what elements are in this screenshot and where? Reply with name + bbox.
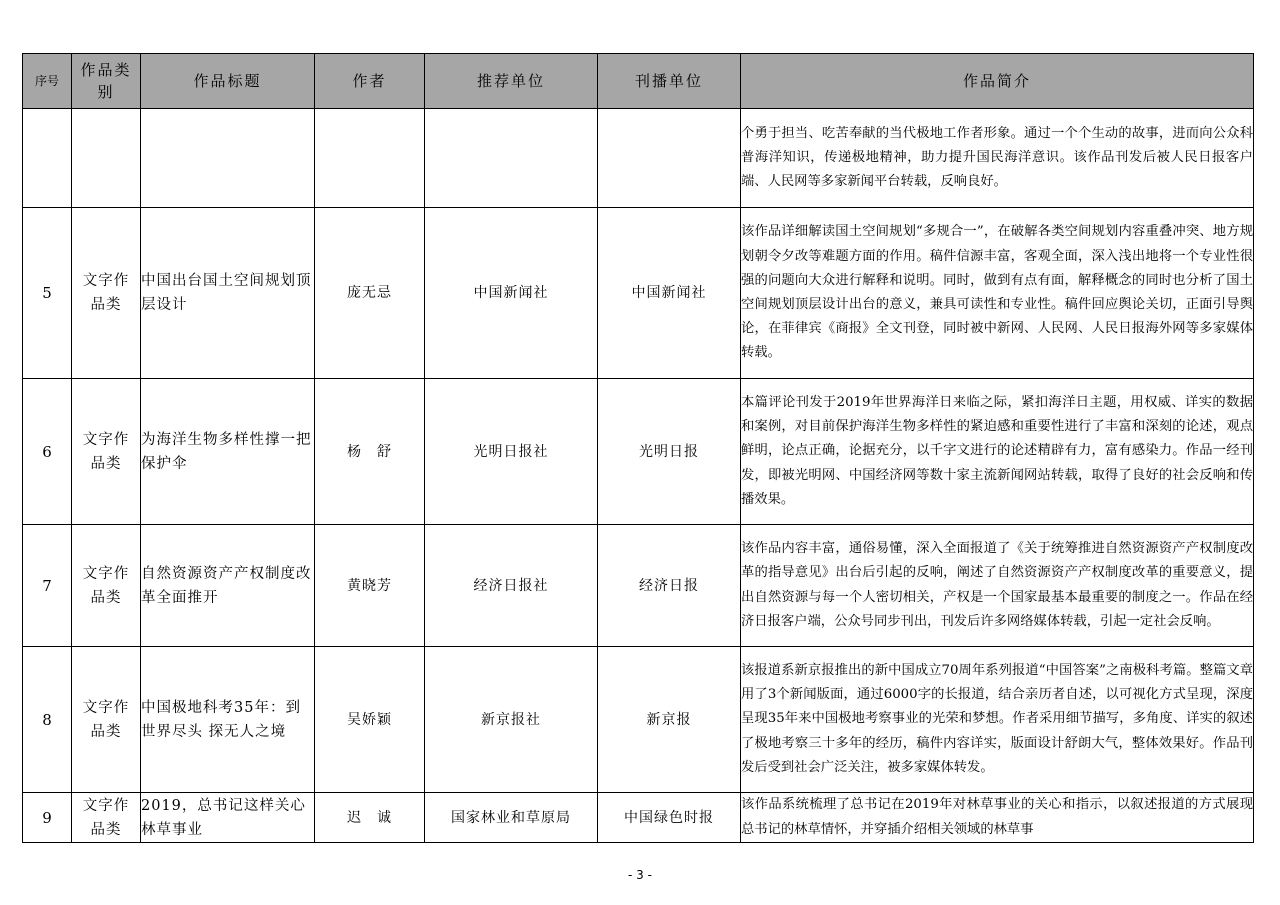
cell-author: 黄晓芳: [315, 525, 425, 647]
cell-category: 文字作品类: [72, 379, 141, 525]
cell-publisher: 新京报: [598, 647, 741, 793]
table-row: [23, 793, 1254, 843]
cell-seq: 5: [23, 208, 72, 379]
cell-publisher: 经济日报: [598, 525, 741, 647]
table-row: [23, 647, 1254, 793]
header-author: 作者: [315, 54, 425, 109]
cell-publisher: 光明日报: [598, 379, 741, 525]
table-row: [23, 379, 1254, 525]
header-category: 作品类别: [72, 54, 141, 109]
cell-seq: 8: [23, 647, 72, 793]
cell-publisher: 中国绿色时报: [598, 793, 741, 843]
cell-recommender: 新京报社: [425, 647, 598, 793]
cell-title: 中国极地科考35年：到世界尽头 探无人之境: [141, 647, 315, 793]
cell-publisher: 中国新闻社: [598, 208, 741, 379]
cell-author: 迟 诚: [315, 793, 425, 843]
cell-title: 中国出台国土空间规划顶层设计: [141, 208, 315, 379]
cell-recommender: 中国新闻社: [425, 208, 598, 379]
header-seq: 序号: [23, 54, 72, 109]
header-recommender: 推荐单位: [425, 54, 598, 109]
cell-category: [72, 109, 141, 208]
header-title: 作品标题: [141, 54, 315, 109]
page-number: - 3 -: [628, 868, 652, 882]
cell-category: 文字作品类: [72, 208, 141, 379]
cell-recommender: 光明日报社: [425, 379, 598, 525]
cell-title: 2019，总书记这样关心林草事业: [141, 793, 315, 843]
cell-author: [315, 109, 425, 208]
cell-author: 吴娇颖: [315, 647, 425, 793]
cell-author: 庞无忌: [315, 208, 425, 379]
cell-seq: 7: [23, 525, 72, 647]
table-row: [23, 525, 1254, 647]
cell-seq: 6: [23, 379, 72, 525]
header-publisher: 刊播单位: [598, 54, 741, 109]
cell-summary: 本篇评论刊发于2019年世界海洋日来临之际，紧扣海洋日主题，用权威、详实的数据和案例，对目前保护海洋生物多样性的紧迫感和重要性进行了丰富和深刻的论述，观点鲜明，论点正确，论据充分，以千字文进行的论述精辟有力，富有感染力。作品一经刊发，即被光明网、中国经济网等数十家主流新闻网站转载，取得了良好的社会反响和传播效果。: [741, 379, 1254, 525]
cell-summary: 该作品系统梳理了总书记在2019年对林草事业的关心和指示，以叙述报道的方式展现总书记的林草情怀，并穿插介绍相关领域的林草事: [741, 793, 1254, 843]
header-summary: 作品简介: [741, 54, 1254, 109]
awards-table: [22, 53, 1254, 843]
cell-category: 文字作品类: [72, 793, 141, 843]
cell-recommender: 经济日报社: [425, 525, 598, 647]
cell-recommender: [425, 109, 598, 208]
cell-seq: 9: [23, 793, 72, 843]
header-row: [23, 54, 1254, 109]
cell-category: 文字作品类: [72, 647, 141, 793]
table-row: [23, 208, 1254, 379]
continuation-row: [23, 109, 1254, 208]
cell-summary: 该作品内容丰富，通俗易懂，深入全面报道了《关于统筹推进自然资源资产产权制度改革的指导意见》出台后引起的反响，阐述了自然资源资产产权制度改革的重要意义，提出自然资源与每一个人密切相关，产权是一个国家最基本最重要的制度之一。作品在经济日报客户端，公众号同步刊出，刊发后许多网络媒体转载，引起一定社会反响。: [741, 525, 1254, 647]
cell-recommender: 国家林业和草原局: [425, 793, 598, 843]
cell-title: 自然资源资产产权制度改革全面推开: [141, 525, 315, 647]
cell-summary: 个勇于担当、吃苦奉献的当代极地工作者形象。通过一个个生动的故事，进而向公众科普海洋知识，传递极地精神，助力提升国民海洋意识。该作品刊发后被人民日报客户端、人民网等多家新闻平台转载，反响良好。: [741, 109, 1254, 208]
cell-seq: [23, 109, 72, 208]
cell-category: 文字作品类: [72, 525, 141, 647]
cell-summary: 该报道系新京报推出的新中国成立70周年系列报道“中国答案”之南极科考篇。整篇文章用了3个新闻版面，通过6000字的长报道，结合亲历者自述，以可视化方式呈现，深度呈现35年来中国极地考察事业的光荣和梦想。作者采用细节描写，多角度、详实的叙述了极地考察三十多年的经历，稿件内容详实，版面设计舒朗大气，整体效果好。作品刊发后受到社会广泛关注，被多家媒体转发。: [741, 647, 1254, 793]
cell-title: 为海洋生物多样性撑一把保护伞: [141, 379, 315, 525]
cell-summary: 该作品详细解读国土空间规划“多规合一”，在破解各类空间规划内容重叠冲突、地方规划朝令夕改等难题方面的作用。稿件信源丰富，客观全面，深入浅出地将一个专业性很强的问题向大众进行解释和说明。同时，做到有点有面，解释概念的同时也分析了国土空间规划顶层设计出台的意义，兼具可读性和专业性。稿件回应舆论关切，正面引导舆论，在菲律宾《商报》全文刊登，同时被中新网、人民网、人民日报海外网等多家媒体转载。: [741, 208, 1254, 379]
cell-author: 杨 舒: [315, 379, 425, 525]
cell-title: [141, 109, 315, 208]
cell-publisher: [598, 109, 741, 208]
